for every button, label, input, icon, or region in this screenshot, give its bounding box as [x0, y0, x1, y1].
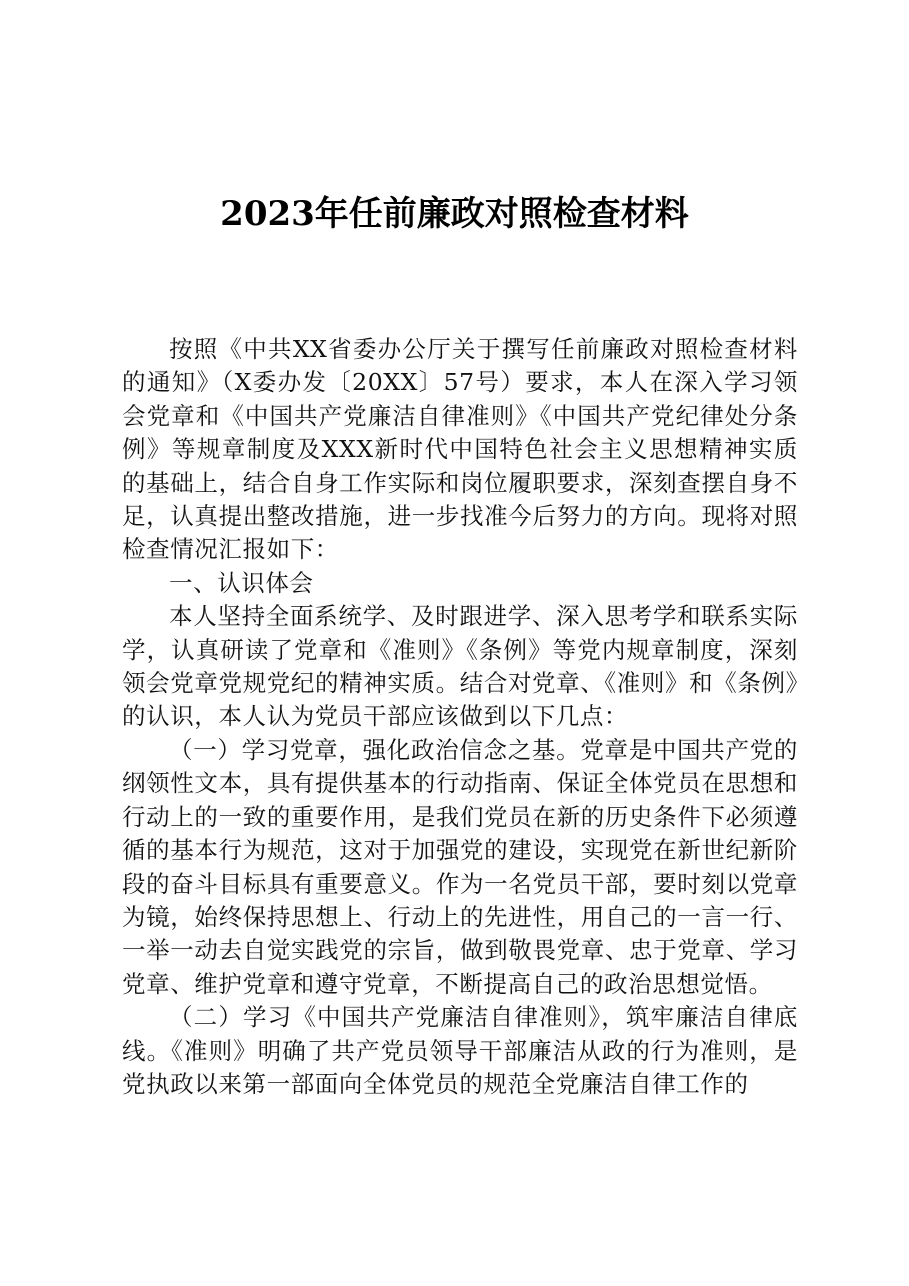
document-title: 2023年任前廉政对照检查材料 [220, 194, 689, 234]
understanding-paragraph: 本人坚持全面系统学、及时跟进学、深入思考学和联系实际学，认真研读了党章和《准则》《条例》等党内规章制度，深刻领会党章党规党纪的精神实质。结合对党章、《准则》和《条例》的认识，本人认为党员干部应该做到以下几点： [122, 602, 798, 731]
intro-paragraph: 按照《中共XX省委办公厅关于撰写任前廉政对照检查材料的通知》（X委办发〔20XX〕57号）要求，本人在深入学习领会党章和《中国共产党廉洁自律准则》《中国共产党纪律处分条例》等规章制度及XXX新时代中国特色社会主义思想精神实质的基础上，结合自身工作实际和岗位履职要求，深刻查摆自身不足，认真提出整改措施，进一步找准今后努力的方向。现将对照检查情况汇报如下： [122, 335, 798, 564]
point-two-paragraph: （二）学习《中国共产党廉洁自律准则》，筑牢廉洁自律底线。《准则》明确了共产党员领导干部廉洁从政的行为准则，是党执政以来第一部面向全体党员的规范全党廉洁自律工作的 [122, 1003, 798, 1098]
point-one-paragraph: （一）学习党章，强化政治信念之基。党章是中国共产党的纲领性文本，具有提供基本的行动指南、保证全体党员在思想和行动上的一致的重要作用，是我们党员在新的历史条件下必须遵循的基本行为规范，这对于加强党的建设，实现党在新世纪新阶段的奋斗目标具有重要意义。作为一名党员干部，要时刻以党章为镜，始终保持思想上、行动上的先进性，用自己的一言一行、一举一动去自觉实践党的宗旨，做到敬畏党章、忠于党章、学习党章、维护党章和遵守党章，不断提高自己的政治思想觉悟。 [122, 735, 798, 998]
section-heading-understanding: 一、认识体会 [169, 568, 314, 597]
document-body [122, 333, 798, 1101]
